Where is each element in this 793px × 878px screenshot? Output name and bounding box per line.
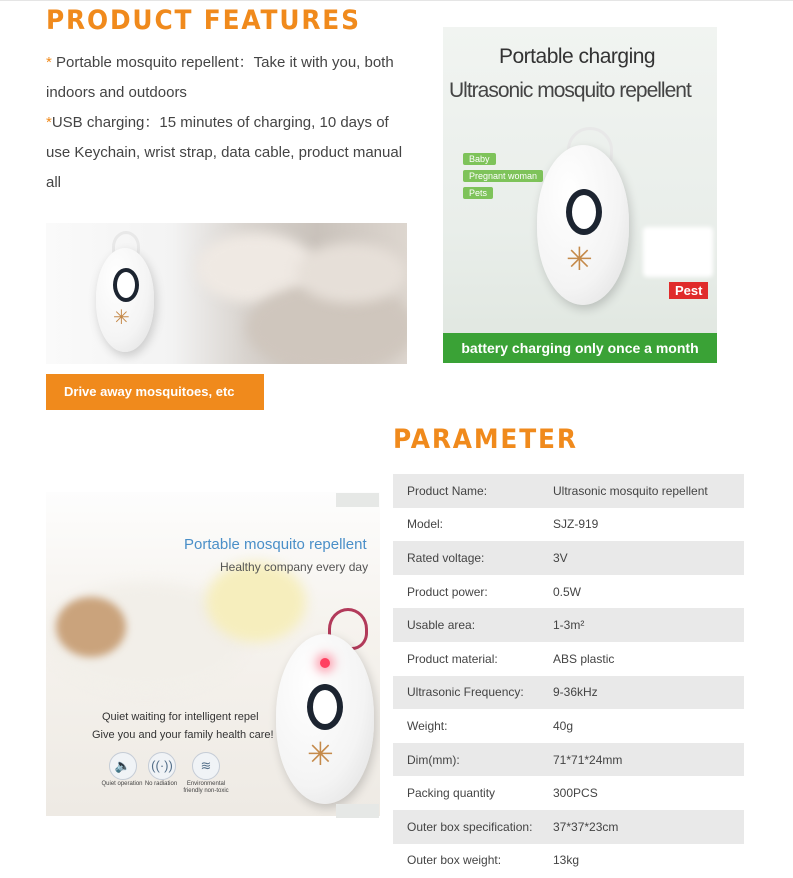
sleeping-woman-photo — [46, 492, 380, 816]
bullet-star: * — [46, 114, 52, 131]
param-key: Outer box weight: — [407, 853, 502, 868]
param-key: Usable area: — [393, 608, 553, 642]
table-row — [393, 844, 744, 878]
param-value: 300PCS — [553, 786, 598, 801]
promo-footer-banner: battery charging only once a month — [443, 333, 717, 363]
table-row — [393, 608, 744, 642]
features-list — [46, 48, 416, 198]
tag-baby: Baby — [463, 153, 496, 165]
product-promo-image — [443, 27, 717, 363]
bullet-star: * — [46, 54, 52, 71]
param-key: Dim(mm): — [393, 743, 553, 777]
param-key: Weight: — [407, 718, 448, 733]
param-value: 3V — [553, 541, 744, 575]
table-row — [393, 810, 744, 844]
pest-badge: Pest — [669, 282, 708, 299]
icon-label-quiet: Quiet operation — [101, 781, 143, 787]
drive-away-mosquitoes-button[interactable]: Drive away mosquitoes, etc — [46, 374, 264, 410]
param-value: 13kg — [553, 853, 580, 868]
top-divider — [0, 0, 793, 1]
param-key: Product material: — [407, 651, 498, 666]
sleep-caption-2: Give you and your family health care! — [92, 729, 274, 741]
param-key: Model: — [407, 517, 444, 532]
repellent-device: ✳ — [537, 145, 629, 305]
table-row — [393, 541, 744, 575]
table-row — [393, 642, 744, 676]
table-row — [393, 676, 744, 710]
param-value: 71*71*24mm — [553, 743, 744, 777]
param-value: 9-36kHz — [553, 676, 744, 710]
icon-label-radiation: No radiation — [144, 781, 178, 787]
sleep-subline: Healthy company every day — [220, 560, 369, 574]
param-value: 37*37*23cm — [553, 810, 744, 844]
icon-label-eco: Environmental friendly non-toxic — [183, 781, 229, 794]
param-value: Ultrasonic mosquito repellent — [553, 474, 744, 508]
param-key: Ultrasonic Frequency: — [393, 676, 553, 710]
tag-pregnant-woman: Pregnant woman — [463, 170, 543, 182]
feature-text: USB charging：15 minutes of charging, 10 days of use Keychain, wrist strap, data cable, product manual all — [46, 114, 403, 191]
table-row — [393, 508, 744, 542]
features-title: PRODUCT FEATURES — [46, 5, 361, 36]
param-value: 40g — [553, 718, 574, 733]
parameter-table — [393, 474, 744, 877]
table-row — [393, 474, 744, 508]
feature-item — [46, 48, 416, 108]
param-value: 0.5W — [553, 584, 582, 599]
baby-sleeping-photo — [46, 223, 407, 364]
image-strip-top — [336, 493, 379, 507]
param-key: Packing quantity — [407, 786, 496, 801]
image-strip-bottom — [336, 804, 379, 818]
table-row — [393, 776, 744, 810]
tag-pets: Pets — [463, 187, 493, 199]
param-key: Product Name: — [393, 474, 553, 508]
table-row — [393, 575, 744, 609]
table-row — [393, 709, 744, 743]
parameter-title: PARAMETER — [393, 424, 578, 455]
table-row — [393, 743, 744, 777]
param-key: Rated voltage: — [393, 541, 553, 575]
feature-item — [46, 108, 416, 198]
param-key: Product power: — [407, 584, 488, 599]
param-value: SJZ-919 — [553, 517, 599, 532]
param-key: Outer box specification: — [393, 810, 553, 844]
no-radiation-icon: ((·)) — [148, 752, 176, 780]
repellent-device: ✳ — [276, 634, 374, 804]
param-value: ABS plastic — [553, 651, 615, 666]
layers-icon: ≋ — [192, 752, 220, 780]
promo-line2: Ultrasonic mosquito repellent — [449, 79, 691, 102]
sleep-caption-1: Quiet waiting for intelligent repel — [102, 711, 259, 723]
feature-text: Portable mosquito repellent：Take it with you, both indoors and outdoors — [46, 54, 394, 101]
speaker-icon: 🔈 — [109, 752, 137, 780]
repellent-device: ✳ — [96, 248, 154, 352]
param-value: 1-3m² — [553, 608, 744, 642]
sleep-headline: Portable mosquito repellent — [184, 536, 367, 553]
promo-line1: Portable charging — [499, 45, 656, 68]
